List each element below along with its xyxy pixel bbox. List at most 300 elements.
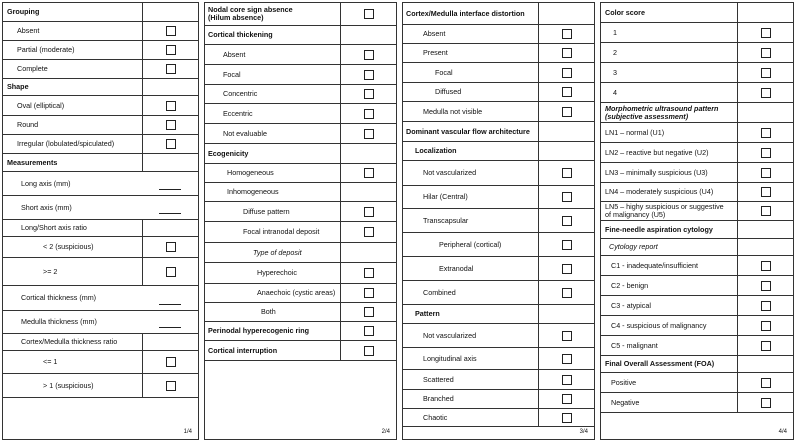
row-label-text: Morphometric ultrasound pattern — [605, 103, 719, 113]
checkbox[interactable] — [364, 288, 374, 298]
form-row — [205, 202, 396, 222]
checkbox[interactable] — [761, 128, 771, 138]
answer-cell — [340, 26, 396, 44]
form-page-4 — [600, 2, 794, 440]
row-label-text: 1 — [613, 27, 617, 37]
row-label — [423, 49, 448, 57]
form-row — [601, 393, 793, 413]
answer-cell — [737, 393, 793, 412]
form-row — [601, 239, 793, 256]
answer-cell — [340, 202, 396, 221]
form-row — [601, 103, 793, 123]
answer-cell — [538, 324, 594, 347]
checkbox[interactable] — [761, 28, 771, 38]
answer-cell — [538, 83, 594, 101]
row-label — [7, 8, 39, 16]
answer-cell — [142, 3, 198, 21]
row-label-text: Not vascularized — [423, 167, 477, 177]
form-row — [403, 324, 594, 348]
row-label — [253, 248, 302, 256]
form-row — [601, 202, 793, 221]
row-label-text: <= 1 — [43, 356, 58, 366]
form-row — [403, 3, 594, 25]
checkbox[interactable] — [761, 148, 771, 158]
row-label — [243, 228, 319, 236]
answer-cell — [538, 209, 594, 232]
row-label — [605, 360, 714, 368]
form-row — [3, 41, 198, 60]
checkbox[interactable] — [364, 9, 374, 19]
row-label — [611, 301, 651, 309]
answer-cell — [737, 163, 793, 182]
checkbox[interactable] — [761, 378, 771, 388]
answer-cell — [340, 65, 396, 84]
answer-cell — [142, 135, 198, 153]
row-label-text: LN3 – minimally suspicious (U3) — [605, 167, 708, 177]
form-row — [601, 336, 793, 356]
answer-cell — [737, 336, 793, 355]
row-label — [609, 243, 658, 251]
measurement-blank-field[interactable] — [159, 304, 181, 305]
form-page-1 — [2, 2, 199, 440]
checkbox[interactable] — [562, 354, 572, 364]
row-label — [423, 107, 482, 115]
row-label — [605, 8, 645, 16]
row-label — [605, 188, 713, 196]
form-row — [205, 85, 396, 104]
checkbox[interactable] — [364, 89, 374, 99]
row-label-text: Peripheral (cortical) — [439, 239, 502, 249]
checkbox[interactable] — [761, 88, 771, 98]
checkbox[interactable] — [562, 288, 572, 298]
row-label — [43, 358, 57, 366]
row-label-text-line2: (Hilum absence) — [208, 13, 264, 22]
answer-cell — [142, 196, 198, 219]
answer-cell — [142, 41, 198, 59]
row-label — [17, 27, 39, 35]
row-label — [208, 6, 293, 22]
answer-cell — [538, 63, 594, 82]
form-row — [403, 390, 594, 409]
row-label-text: Combined — [423, 287, 456, 297]
row-label — [223, 109, 253, 117]
checkbox[interactable] — [166, 357, 176, 367]
row-label — [406, 127, 530, 135]
row-label — [439, 264, 473, 272]
checkbox[interactable] — [364, 326, 374, 336]
form-row — [3, 258, 198, 286]
checkbox[interactable] — [166, 267, 176, 277]
form-row — [601, 316, 793, 336]
row-label — [17, 101, 64, 109]
answer-cell — [737, 3, 793, 22]
form-row — [3, 116, 198, 135]
form-row — [205, 284, 396, 303]
form-row — [403, 142, 594, 161]
form-row — [601, 373, 793, 393]
answer-cell — [538, 370, 594, 389]
answer-cell — [538, 409, 594, 426]
form-row — [403, 281, 594, 305]
row-label-text: Both — [261, 306, 276, 316]
answer-cell — [340, 341, 396, 360]
checkbox[interactable] — [761, 398, 771, 408]
form-page-3 — [402, 2, 595, 440]
row-label — [208, 346, 277, 354]
form-row — [403, 370, 594, 390]
form-row — [403, 305, 594, 324]
row-label-text: Color score — [605, 7, 645, 17]
row-label-text: Longitudinal axis — [423, 353, 477, 363]
checkbox[interactable] — [166, 242, 176, 252]
row-label-text: 2 — [613, 47, 617, 57]
row-label — [423, 413, 447, 421]
form-row — [403, 209, 594, 233]
answer-cell — [142, 351, 198, 373]
checkbox[interactable] — [761, 321, 771, 331]
answer-cell — [340, 164, 396, 182]
form-row — [205, 65, 396, 85]
checkbox[interactable] — [364, 168, 374, 178]
answer-cell — [737, 63, 793, 82]
row-label-text: C2 - benign — [611, 280, 649, 290]
form-row — [601, 23, 793, 43]
answer-cell — [737, 183, 793, 201]
answer-cell — [142, 154, 198, 171]
form-row — [205, 263, 396, 284]
checkbox[interactable] — [761, 48, 771, 58]
row-label — [257, 289, 335, 297]
answer-cell — [142, 172, 198, 195]
row-label — [43, 381, 94, 389]
row-label-text: LN2 – reactive but negative (U2) — [605, 147, 709, 157]
answer-cell — [340, 183, 396, 201]
checkbox[interactable] — [562, 29, 572, 39]
form-row — [601, 256, 793, 276]
row-label — [223, 50, 245, 58]
form-row — [3, 3, 198, 22]
row-label — [261, 308, 276, 316]
row-label — [21, 318, 97, 326]
row-label-text: Short axis (mm) — [21, 202, 72, 212]
row-label — [435, 88, 461, 96]
checkbox[interactable] — [166, 120, 176, 130]
row-label — [21, 338, 117, 346]
row-label-text: Absent — [17, 25, 40, 35]
answer-cell — [538, 122, 594, 141]
answer-cell — [737, 23, 793, 42]
row-label — [21, 203, 72, 211]
form-row — [3, 135, 198, 154]
answer-cell — [538, 233, 594, 256]
answer-cell — [340, 85, 396, 103]
answer-cell — [142, 311, 198, 333]
row-label — [423, 375, 454, 383]
form-row — [205, 222, 396, 243]
answer-cell — [142, 286, 198, 310]
answer-cell — [538, 257, 594, 280]
row-label — [21, 294, 96, 302]
checkbox[interactable] — [166, 45, 176, 55]
checkbox[interactable] — [562, 216, 572, 226]
row-label — [17, 46, 75, 54]
page-number: 4/4 — [778, 429, 787, 435]
answer-cell — [737, 373, 793, 392]
row-label-text: Focal — [223, 69, 241, 79]
row-label-text: Long axis (mm) — [21, 178, 71, 188]
form-row — [403, 348, 594, 370]
row-label-text: Focal intranodal deposit — [243, 226, 320, 236]
row-label — [613, 48, 617, 56]
form-row — [403, 186, 594, 209]
row-label-text: Oval (elliptical) — [17, 100, 65, 110]
row-label — [611, 341, 658, 349]
checkbox[interactable] — [166, 26, 176, 36]
row-label-text: Concentric — [223, 88, 258, 98]
row-label-text: Shape — [7, 81, 29, 91]
checkbox[interactable] — [562, 394, 572, 404]
row-label — [605, 203, 724, 219]
answer-cell — [737, 221, 793, 238]
row-label-text: Cortical interruption — [208, 345, 278, 355]
row-label-text: Cortical thickness (mm) — [21, 292, 97, 302]
form-row — [3, 334, 198, 351]
row-label-text: Irregular (lobulated/spiculated) — [17, 138, 115, 148]
answer-cell — [142, 116, 198, 134]
row-label-text: C3 - atypical — [611, 300, 651, 310]
checkbox[interactable] — [364, 307, 374, 317]
form-row — [3, 351, 198, 374]
answer-cell — [737, 43, 793, 62]
form-row — [403, 233, 594, 257]
answer-cell — [340, 243, 396, 262]
answer-cell — [538, 348, 594, 369]
checkbox[interactable] — [562, 264, 572, 274]
form-row — [3, 311, 198, 334]
checkbox[interactable] — [761, 281, 771, 291]
row-label-text: Diffused — [435, 86, 462, 96]
form-row — [601, 43, 793, 63]
answer-cell — [142, 96, 198, 115]
form-row — [601, 356, 793, 373]
checkbox[interactable] — [166, 381, 176, 391]
row-label — [227, 188, 279, 196]
row-label-text: Complete — [17, 63, 48, 73]
checkbox[interactable] — [364, 70, 374, 80]
row-label — [605, 168, 708, 176]
checkbox[interactable] — [364, 346, 374, 356]
answer-cell — [737, 123, 793, 142]
row-label — [605, 128, 664, 136]
row-label-text: Present — [423, 47, 448, 57]
checkbox[interactable] — [364, 227, 374, 237]
page-number: 1/4 — [183, 429, 192, 435]
answer-cell — [142, 60, 198, 78]
answer-cell — [538, 102, 594, 121]
row-label — [21, 224, 87, 232]
checkbox[interactable] — [562, 48, 572, 58]
answer-cell — [340, 45, 396, 64]
checkbox[interactable] — [761, 341, 771, 351]
checkbox[interactable] — [562, 240, 572, 250]
checkbox[interactable] — [562, 107, 572, 117]
form-row — [3, 22, 198, 41]
checkbox[interactable] — [364, 50, 374, 60]
row-label — [605, 225, 713, 233]
form-row — [403, 63, 594, 83]
checkbox[interactable] — [761, 261, 771, 271]
answer-cell — [142, 334, 198, 350]
row-label-text: < 2 (suspicious) — [43, 241, 94, 251]
measurement-blank-field[interactable] — [159, 213, 181, 214]
form-row — [3, 374, 198, 398]
form-row — [3, 220, 198, 237]
checkbox[interactable] — [562, 192, 572, 202]
checkbox[interactable] — [166, 64, 176, 74]
answer-cell — [538, 161, 594, 185]
row-label — [611, 378, 636, 386]
answer-cell — [538, 305, 594, 323]
row-label-text: Long/Short axis ratio — [21, 222, 87, 232]
row-label — [423, 193, 468, 201]
measurement-blank-field[interactable] — [159, 189, 181, 190]
form-row — [205, 144, 396, 164]
row-label — [423, 331, 476, 339]
checkbox[interactable] — [562, 375, 572, 385]
row-label-text: Not vascularized — [423, 330, 477, 340]
row-label — [423, 30, 445, 38]
answer-cell — [142, 374, 198, 397]
row-label — [243, 207, 290, 215]
row-label-text: Branched — [423, 393, 454, 403]
checkbox[interactable] — [761, 206, 771, 216]
row-label-text: Positive — [611, 377, 637, 387]
row-label-text: Hyperechoic — [257, 267, 297, 277]
answer-cell — [737, 83, 793, 102]
row-label-text: Measurements — [7, 157, 58, 167]
row-label-text: Homogeneous — [227, 167, 274, 177]
answer-cell — [340, 322, 396, 340]
checkbox[interactable] — [364, 129, 374, 139]
form-row — [601, 183, 793, 202]
row-label — [605, 148, 708, 156]
row-label-text: Not evaluable — [223, 128, 267, 138]
form-row — [403, 102, 594, 122]
row-label — [613, 68, 617, 76]
answer-cell — [538, 44, 594, 62]
form-row — [601, 83, 793, 103]
checkbox[interactable] — [562, 331, 572, 341]
form-row — [205, 183, 396, 202]
checkbox[interactable] — [562, 87, 572, 97]
answer-cell — [737, 296, 793, 315]
form-row — [601, 123, 793, 143]
answer-cell — [538, 142, 594, 160]
form-row — [601, 221, 793, 239]
answer-cell — [142, 220, 198, 236]
form-row — [3, 154, 198, 172]
form-row — [3, 237, 198, 258]
checkbox[interactable] — [562, 413, 572, 423]
checkbox[interactable] — [166, 139, 176, 149]
page-number: 2/4 — [381, 429, 390, 435]
row-label-text: Partial (moderate) — [17, 44, 75, 54]
checkbox[interactable] — [761, 187, 771, 197]
row-label — [423, 216, 468, 224]
checkbox[interactable] — [562, 168, 572, 178]
row-label-text: Perinodal hyperecogenic ring — [208, 325, 310, 335]
row-label-text: LN5 – highy suspicious or suggestive — [605, 201, 724, 211]
row-label-text: Pattern — [415, 308, 440, 318]
row-label-text: Chaotic — [423, 412, 448, 422]
row-label — [21, 179, 71, 187]
row-label — [17, 121, 38, 129]
row-label-text: Hilar (Central) — [423, 191, 468, 201]
row-label — [43, 267, 57, 275]
row-label — [223, 70, 241, 78]
checkbox[interactable] — [761, 68, 771, 78]
row-label-text: Grouping — [7, 6, 40, 16]
answer-cell — [737, 239, 793, 255]
form-row — [601, 3, 793, 23]
checkbox[interactable] — [761, 168, 771, 178]
row-label-text: Ecogenicity — [208, 148, 249, 158]
answer-cell — [538, 186, 594, 208]
answer-cell — [340, 303, 396, 321]
row-label-text: C5 - malignant — [611, 340, 658, 350]
row-label-text: Type of deposit — [253, 247, 302, 257]
row-label — [7, 158, 57, 166]
row-label-text: Anaechoic (cystic areas) — [257, 287, 336, 297]
answer-cell — [340, 144, 396, 163]
form-row — [3, 79, 198, 96]
page-number: 3/4 — [579, 429, 588, 435]
answer-cell — [340, 104, 396, 123]
form-row — [403, 25, 594, 44]
answer-cell — [340, 124, 396, 143]
answer-cell — [142, 237, 198, 257]
row-label-text: Final Overall Assessment (FOA) — [605, 358, 715, 368]
answer-cell — [340, 263, 396, 283]
answer-cell — [142, 79, 198, 95]
checkbox[interactable] — [364, 207, 374, 217]
row-label-text: C1 - inadequate/insufficient — [611, 260, 698, 270]
row-label-text: C4 - suspicious of malignancy — [611, 320, 707, 330]
row-label-text: Dominant vascular flow architecture — [406, 126, 530, 136]
measurement-blank-field[interactable] — [159, 327, 181, 328]
row-label — [223, 90, 257, 98]
checkbox[interactable] — [364, 268, 374, 278]
row-label-text: LN4 – moderately suspicious (U4) — [605, 186, 714, 196]
row-label — [611, 261, 698, 269]
form-row — [3, 196, 198, 220]
form-row — [3, 172, 198, 196]
checkbox[interactable] — [364, 109, 374, 119]
row-label — [223, 129, 267, 137]
checkbox[interactable] — [562, 68, 572, 78]
form-row — [601, 63, 793, 83]
row-label-text: 3 — [613, 67, 617, 77]
answer-cell — [737, 103, 793, 122]
row-label-text: Nodal core sign absence — [208, 4, 293, 14]
row-label — [423, 288, 456, 296]
row-label-text: Inhomogeneous — [227, 186, 279, 196]
checkbox[interactable] — [166, 101, 176, 111]
row-label-text: Absent — [223, 49, 246, 59]
form-row — [205, 104, 396, 124]
form-row — [3, 96, 198, 116]
checkbox[interactable] — [761, 301, 771, 311]
